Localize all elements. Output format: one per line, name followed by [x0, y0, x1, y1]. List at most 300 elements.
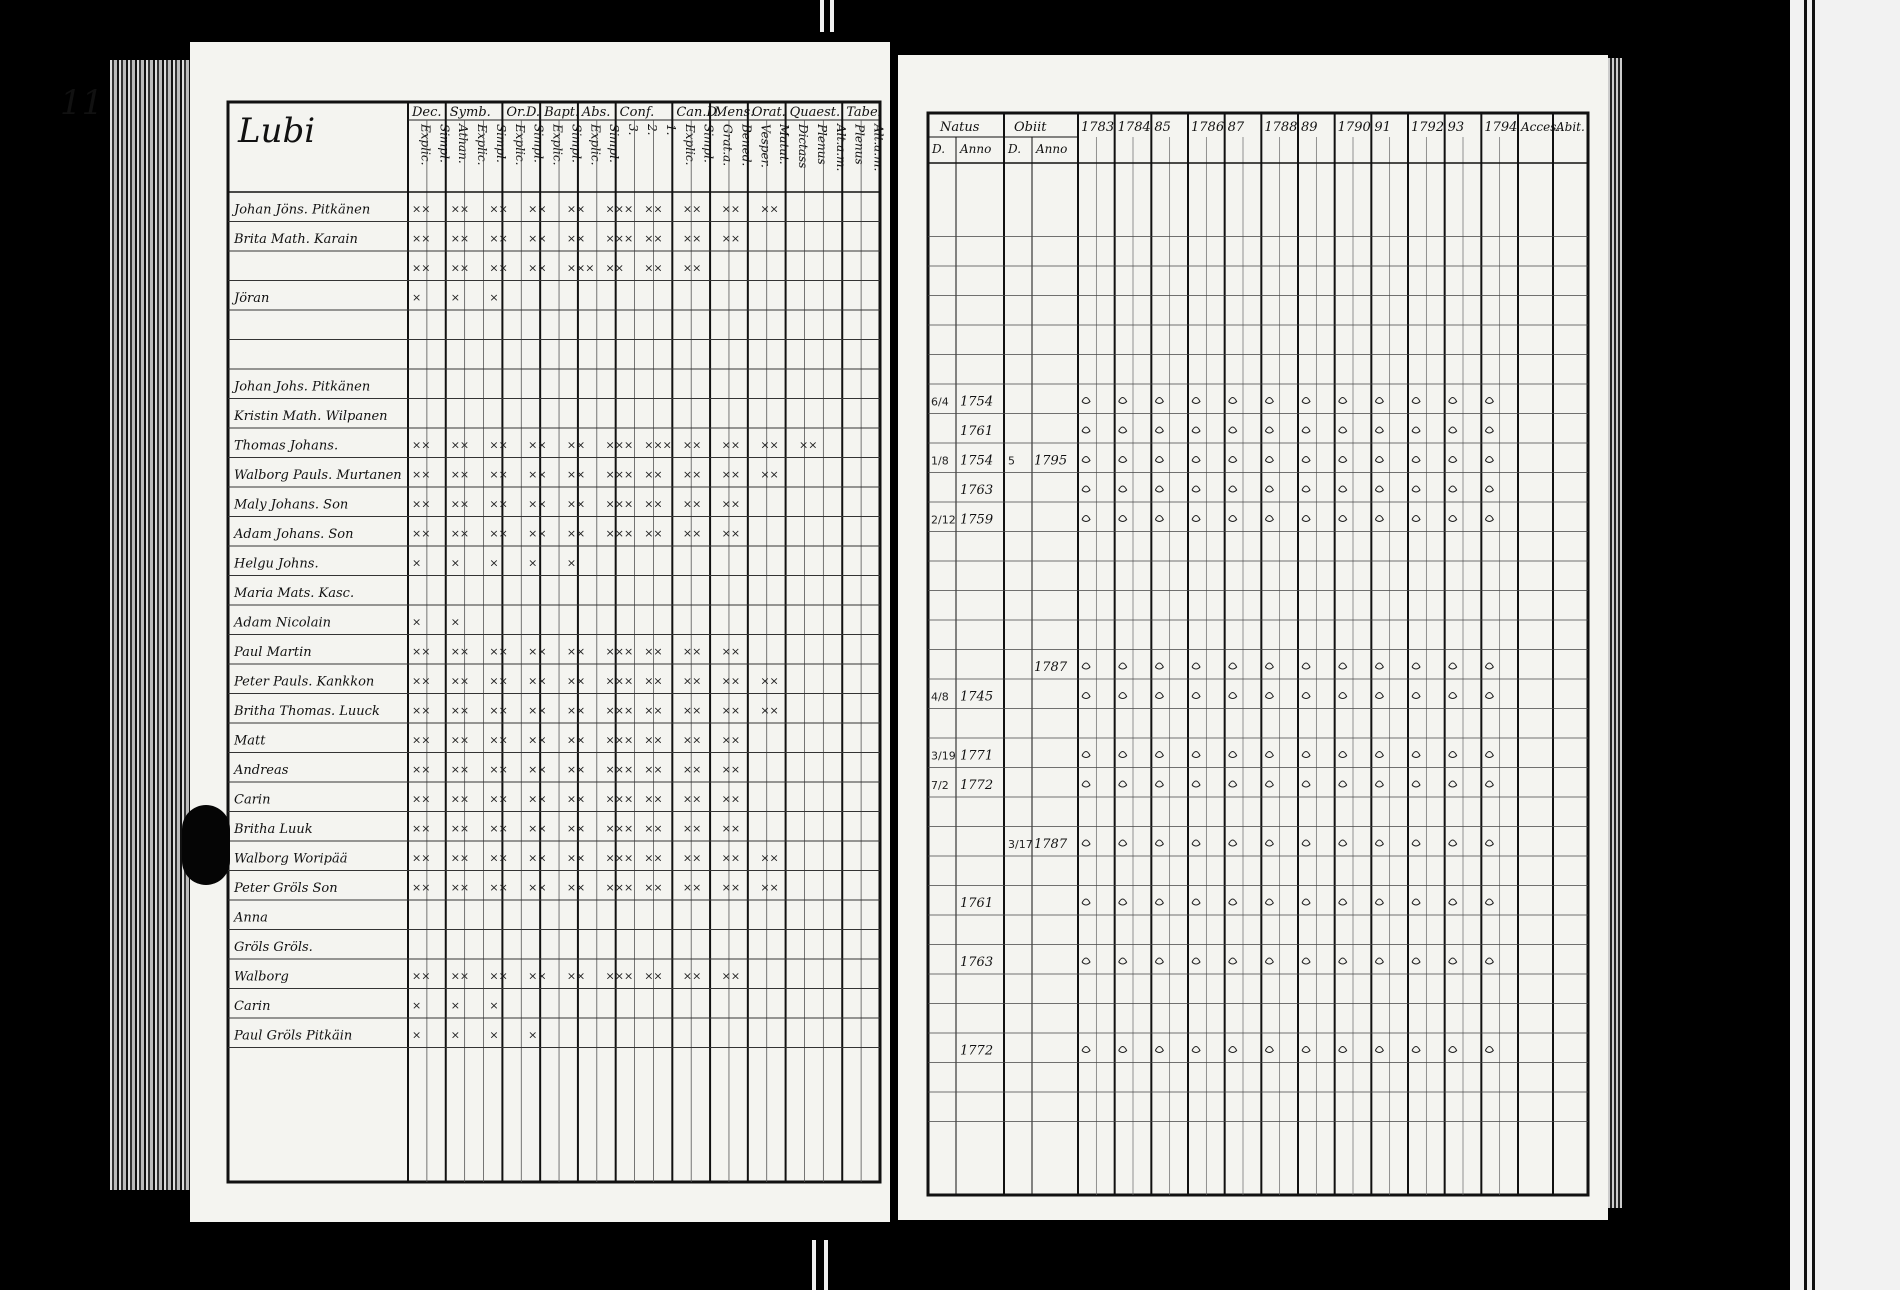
catechism-mark: ××	[412, 704, 431, 717]
year-header: 1783	[1081, 120, 1115, 135]
column-sub-label: 3.	[626, 124, 641, 136]
catechism-mark: ××	[605, 261, 624, 275]
attendance-mark	[1265, 398, 1273, 404]
catechism-mark: ×	[450, 999, 460, 1012]
person-name: Johan Johs. Pitkänen	[234, 379, 371, 395]
attendance-mark	[1302, 693, 1310, 699]
person-name: Thomas Johans.	[234, 438, 339, 454]
catechism-mark: ××	[412, 202, 431, 216]
person-name: Helgu Johns.	[234, 556, 319, 572]
catechism-mark: ×	[489, 1028, 499, 1042]
attendance-mark	[1265, 693, 1273, 699]
person-name: Matt	[234, 733, 266, 749]
attendance-mark	[1339, 840, 1347, 846]
catechism-mark: ×××	[605, 851, 634, 865]
attendance-mark	[1155, 398, 1163, 404]
catechism-mark: ××	[721, 527, 741, 540]
person-name: Adam Johans. Son	[234, 527, 354, 542]
catechism-mark: ××	[644, 674, 663, 688]
catechism-mark: ××	[450, 763, 470, 776]
attendance-mark	[1412, 899, 1420, 905]
catechism-mark: ××	[489, 202, 508, 216]
attendance-mark	[1119, 516, 1127, 522]
column-group-label: Conf.	[619, 105, 655, 120]
catechism-mark: ××	[450, 645, 470, 658]
catechism-mark: ××	[528, 468, 547, 481]
year-header: 1784	[1117, 120, 1151, 135]
attendance-mark	[1412, 958, 1420, 964]
catechism-mark: ××	[566, 792, 586, 806]
catechism-mark: ××	[450, 202, 470, 216]
catechism-mark: ××	[682, 468, 702, 481]
attendance-mark	[1449, 663, 1457, 669]
catechism-mark: ××	[566, 969, 586, 983]
attendance-mark	[1485, 398, 1493, 404]
attendance-mark	[1119, 1047, 1127, 1053]
attendance-mark	[1412, 781, 1420, 787]
birth-year: 1754	[960, 394, 994, 410]
attendance-mark	[1485, 663, 1493, 669]
attendance-mark	[1375, 840, 1383, 846]
attendance-mark	[1265, 781, 1273, 787]
attendance-mark	[1192, 752, 1200, 758]
catechism-mark: ×	[412, 556, 422, 570]
attendance-mark	[1302, 752, 1310, 758]
catechism-mark: ×××	[605, 792, 634, 806]
catechism-mark: ××	[489, 822, 508, 835]
catechism-mark: ××	[566, 822, 586, 835]
catechism-mark: ×	[412, 291, 422, 304]
column-sub-label: Alt.a.m.	[871, 124, 886, 172]
person-name: Anna	[234, 910, 268, 926]
column-group-label: Can.D.	[676, 105, 721, 120]
catechism-mark: ××	[682, 792, 702, 806]
catechism-mark: ××	[412, 261, 431, 275]
catechism-mark: ×××	[605, 202, 634, 216]
attendance-mark	[1302, 781, 1310, 787]
attendance-mark	[1192, 486, 1200, 492]
catechism-mark: ××	[528, 527, 547, 540]
attendance-mark	[1229, 693, 1237, 699]
attendance-mark	[1412, 693, 1420, 699]
catechism-mark: ××	[450, 497, 470, 511]
catechism-mark: ×	[489, 291, 499, 304]
birth-day: 1/8	[931, 454, 949, 468]
catechism-mark: ××	[721, 438, 741, 452]
catechism-mark: ××	[528, 202, 547, 216]
catechism-mark: ××	[450, 704, 470, 717]
catechism-mark: ××	[566, 527, 586, 540]
attendance-mark	[1192, 899, 1200, 905]
death-day: 3/17	[1008, 838, 1033, 851]
person-name: Peter Pauls. Kankkon	[234, 674, 375, 690]
catechism-mark: ××	[489, 792, 508, 806]
catechism-mark: ××	[566, 232, 586, 245]
attendance-mark	[1485, 958, 1493, 964]
column-sub-label: Explic.	[418, 124, 433, 166]
attendance-mark	[1485, 486, 1493, 492]
attendance-mark	[1375, 1047, 1383, 1053]
catechism-mark: ××	[721, 822, 741, 835]
attendance-mark	[1339, 958, 1347, 964]
year-header: 1794	[1484, 120, 1518, 135]
catechism-mark: ××	[644, 232, 663, 245]
catechism-mark: ×	[412, 1028, 422, 1042]
death-year: 1787	[1034, 660, 1068, 675]
catechism-mark: ××	[489, 704, 508, 717]
birth-day: 4/8	[931, 690, 949, 704]
attendance-mark	[1375, 899, 1383, 905]
birth-year: 1759	[960, 512, 994, 528]
catechism-mark: ××	[682, 202, 702, 216]
attendance-mark	[1082, 486, 1090, 492]
catechism-mark: ××	[644, 497, 663, 511]
attendance-mark	[1339, 1047, 1347, 1053]
attendance-mark	[1155, 516, 1163, 522]
attendance-mark	[1265, 899, 1273, 905]
attendance-mark	[1302, 516, 1310, 522]
catechism-mark: ×××	[605, 969, 634, 983]
attendance-mark	[1265, 427, 1273, 433]
attendance-mark	[1302, 398, 1310, 404]
catechism-mark: ××	[760, 704, 779, 717]
catechism-mark: ××	[489, 527, 508, 540]
attendance-mark	[1375, 663, 1383, 669]
person-name: Maly Johans. Son	[234, 497, 349, 513]
catechism-mark: ××	[450, 468, 470, 481]
person-name: Gröls Gröls.	[234, 940, 313, 955]
obiit-header: Obiit	[1014, 120, 1047, 135]
attendance-mark	[1375, 516, 1383, 522]
catechism-mark: ××	[528, 822, 547, 835]
catechism-mark: ××	[682, 881, 702, 894]
attendance-mark	[1229, 752, 1237, 758]
catechism-mark: ××	[450, 792, 470, 806]
catechism-mark: ××	[682, 969, 702, 983]
attendance-mark	[1265, 516, 1273, 522]
catechism-mark: ×××	[605, 645, 634, 658]
catechism-mark: ××	[528, 763, 547, 776]
catechism-mark: ×	[528, 556, 538, 570]
attendance-mark	[1082, 840, 1090, 846]
binding-thread-top	[820, 0, 824, 32]
attendance-mark	[1339, 663, 1347, 669]
book-clip	[182, 805, 230, 885]
column-sub-label: Simpl.	[437, 124, 452, 163]
attendance-mark	[1265, 958, 1273, 964]
attendance-mark	[1375, 457, 1383, 463]
catechism-mark: ××	[450, 438, 470, 452]
attendance-mark	[1449, 457, 1457, 463]
year-header: 1792	[1411, 120, 1445, 135]
village-heading: Lubi	[238, 111, 316, 151]
person-name: Peter Gröls Son	[234, 881, 338, 896]
right-register-page	[898, 55, 1608, 1220]
attendance-mark	[1265, 663, 1273, 669]
attendance-mark	[1229, 899, 1237, 905]
catechism-mark: ××	[412, 674, 431, 688]
column-group-label: Quaest.	[789, 105, 841, 120]
catechism-mark: ××	[412, 438, 431, 452]
catechism-mark: ××	[450, 232, 470, 245]
attendance-mark	[1229, 840, 1237, 846]
attendance-mark	[1485, 427, 1493, 433]
catechism-mark: ××	[644, 527, 663, 540]
attendance-mark	[1119, 752, 1127, 758]
catechism-mark: ××	[412, 822, 431, 835]
person-name: Britha Luuk	[234, 822, 313, 837]
date-sub-label: Anno	[1036, 142, 1068, 156]
catechism-mark: ××	[566, 497, 586, 511]
catechism-mark: ××	[528, 792, 547, 806]
attendance-mark	[1082, 693, 1090, 699]
attendance-mark	[1449, 781, 1457, 787]
attendance-mark	[1339, 781, 1347, 787]
catechism-mark: ××	[528, 969, 547, 983]
attendance-mark	[1302, 1047, 1310, 1053]
catechism-mark: ××	[760, 468, 779, 481]
catechism-mark: ××	[412, 527, 431, 540]
catechism-mark: ×	[450, 556, 460, 570]
column-sub-label: Explic.	[682, 124, 697, 166]
attendance-mark	[1229, 958, 1237, 964]
catechism-mark: ×××	[605, 674, 634, 688]
catechism-mark: ××	[450, 969, 470, 983]
page-number: 11	[60, 83, 104, 123]
birth-year: 1763	[960, 483, 994, 498]
catechism-mark: ××	[721, 851, 741, 865]
attendance-mark	[1155, 663, 1163, 669]
attendance-mark	[1265, 752, 1273, 758]
attendance-mark	[1229, 1047, 1237, 1053]
catechism-mark: ××	[721, 468, 741, 481]
column-sub-label: Bened.	[739, 124, 754, 167]
attendance-mark	[1375, 398, 1383, 404]
catechism-mark: ××	[721, 763, 741, 776]
catechism-mark: ××	[682, 851, 702, 865]
catechism-mark: ××	[644, 822, 663, 835]
catechism-mark: ××	[489, 232, 508, 245]
catechism-mark: ××	[799, 438, 818, 452]
birth-year: 1761	[960, 424, 994, 439]
catechism-mark: ××	[644, 645, 663, 658]
date-sub-label: Anno	[960, 142, 992, 156]
person-name: Maria Mats. Kasc.	[234, 586, 355, 601]
column-group-label: Orat.	[751, 105, 786, 120]
person-name: Walborg Pauls. Murtanen	[234, 468, 402, 483]
attendance-mark	[1229, 457, 1237, 463]
column-sub-label: Plenus	[814, 124, 829, 165]
catechism-mark: ××	[412, 232, 431, 245]
catechism-mark: ××	[412, 792, 431, 806]
attendance-mark	[1449, 899, 1457, 905]
scanner-edge-strip	[1790, 0, 1900, 1290]
attendance-mark	[1302, 899, 1310, 905]
person-name: Paul Gröls Pitkäin	[234, 1028, 353, 1044]
person-name: Johan Jöns. Pitkänen	[234, 202, 371, 218]
birth-year: 1772	[960, 1043, 994, 1059]
column-sub-label: Simpl.	[607, 124, 622, 163]
catechism-mark: ××	[528, 438, 547, 452]
year-header: 91	[1374, 120, 1391, 135]
attendance-mark	[1412, 840, 1420, 846]
catechism-mark: ××	[489, 438, 508, 452]
catechism-mark: ××	[760, 438, 779, 452]
attendance-mark	[1412, 752, 1420, 758]
catechism-mark: ××	[528, 851, 547, 865]
year-header: 87	[1227, 120, 1245, 135]
attendance-mark	[1082, 457, 1090, 463]
catechism-mark: ××	[644, 763, 663, 776]
catechism-mark: ××	[412, 969, 431, 983]
catechism-mark: ××	[489, 733, 508, 747]
attendance-mark	[1155, 781, 1163, 787]
attendance-mark	[1229, 398, 1237, 404]
attendance-mark	[1449, 486, 1457, 492]
person-name: Kristin Math. Wilpanen	[234, 409, 388, 424]
catechism-mark: ××	[412, 468, 431, 481]
attendance-mark	[1155, 486, 1163, 492]
attendance-mark	[1375, 958, 1383, 964]
column-group-label: Symb.	[449, 105, 491, 120]
catechism-mark: ××	[412, 645, 431, 658]
attendance-mark	[1119, 899, 1127, 905]
catechism-mark: ××	[721, 969, 741, 983]
person-name: Paul Martin	[234, 645, 312, 660]
binding-thread-bottom	[812, 1240, 816, 1290]
attendance-mark	[1229, 486, 1237, 492]
catechism-mark: ×	[489, 999, 499, 1012]
catechism-mark: ××	[682, 733, 702, 747]
catechism-mark: ×	[566, 556, 577, 570]
attendance-mark	[1412, 1047, 1420, 1053]
attendance-mark	[1485, 781, 1493, 787]
catechism-mark: ××	[566, 763, 586, 776]
catechism-mark: ××	[566, 674, 586, 688]
attendance-mark	[1155, 693, 1163, 699]
catechism-mark: ××	[644, 881, 663, 894]
catechism-mark: ××	[644, 261, 663, 275]
column-group-label: Mens.	[714, 105, 755, 120]
column-sub-label: Simpl.	[531, 124, 546, 163]
attendance-mark	[1302, 958, 1310, 964]
attendance-mark	[1119, 663, 1127, 669]
catechism-mark: ××	[682, 763, 702, 776]
catechism-mark: ××	[566, 733, 586, 747]
catechism-mark: ××	[566, 704, 586, 717]
column-sub-label: Simpl.	[493, 124, 508, 163]
attendance-mark	[1339, 693, 1347, 699]
attendance-mark	[1339, 516, 1347, 522]
attendance-mark	[1485, 693, 1493, 699]
catechism-mark: ×	[412, 999, 422, 1012]
attendance-mark	[1449, 516, 1457, 522]
person-name: Brita Math. Karain	[234, 232, 358, 247]
catechism-mark: ××	[528, 645, 547, 658]
catechism-mark: ××	[682, 261, 702, 275]
date-sub-label: D.	[932, 142, 946, 156]
catechism-mark: ×××	[605, 438, 634, 452]
attendance-mark	[1082, 398, 1090, 404]
catechism-mark: ×××	[605, 733, 634, 747]
catechism-mark: ××	[682, 497, 702, 511]
year-header: 1786	[1191, 120, 1225, 135]
catechism-mark: ××	[528, 674, 547, 688]
attendance-mark	[1485, 516, 1493, 522]
date-sub-label: D.	[1008, 142, 1022, 156]
birth-day: 2/12	[931, 513, 956, 527]
attendance-mark	[1082, 427, 1090, 433]
attendance-mark	[1265, 840, 1273, 846]
catechism-mark: ××	[450, 881, 470, 894]
right-register-grid	[898, 55, 1608, 1220]
catechism-mark: ××	[760, 881, 779, 894]
catechism-mark: ××	[528, 232, 547, 245]
binding-thread-top	[830, 0, 834, 32]
column-sub-label: Matut.	[777, 124, 792, 165]
column-sub-label: Dictass	[796, 124, 811, 169]
catechism-mark: ××	[450, 733, 470, 747]
column-sub-label: 2.	[645, 124, 659, 136]
attendance-mark	[1412, 427, 1420, 433]
column-sub-label: Plenus	[852, 124, 867, 165]
catechism-mark: ××	[412, 851, 431, 865]
attendance-mark	[1412, 486, 1420, 492]
attendance-mark	[1339, 752, 1347, 758]
person-name: Jöran	[234, 291, 270, 306]
catechism-mark: ××	[528, 704, 547, 717]
person-name: Adam Nicolain	[234, 615, 331, 631]
column-sub-label: Grat.a.	[720, 124, 735, 167]
birth-day: 3/19	[931, 749, 956, 763]
attendance-mark	[1449, 752, 1457, 758]
column-sub-label: Explic.	[475, 124, 490, 166]
catechism-mark: ××	[450, 674, 470, 688]
attendance-mark	[1229, 427, 1237, 433]
catechism-mark: ×	[450, 1028, 460, 1042]
catechism-mark: ××	[721, 645, 741, 658]
birth-year: 1772	[960, 778, 994, 793]
attendance-mark	[1155, 899, 1163, 905]
catechism-mark: ××	[450, 851, 470, 865]
attendance-mark	[1119, 840, 1127, 846]
catechism-mark: ××	[450, 261, 470, 275]
catechism-mark: ××	[644, 202, 663, 216]
catechism-mark: ××	[644, 969, 663, 983]
catechism-mark: ××	[566, 645, 586, 658]
catechism-mark: ×××	[605, 468, 634, 481]
birth-year: 1771	[960, 748, 994, 764]
attendance-mark	[1302, 840, 1310, 846]
attendance-mark	[1155, 457, 1163, 463]
catechism-mark: ××	[566, 202, 586, 216]
column-group-label: Tabel	[846, 105, 882, 120]
catechism-mark: ××	[760, 851, 779, 865]
catechism-mark: ×	[489, 556, 499, 570]
death-day: 5	[1008, 454, 1015, 468]
catechism-mark: ××	[566, 881, 586, 894]
attendance-mark	[1192, 457, 1200, 463]
catechism-mark: ××	[644, 851, 663, 865]
catechism-mark: ×××	[605, 704, 634, 717]
attendance-mark	[1485, 899, 1493, 905]
catechism-mark: ×××	[605, 881, 634, 894]
death-year: 1787	[1034, 837, 1068, 852]
catechism-mark: ××	[682, 674, 702, 688]
catechism-mark: ×	[412, 615, 422, 629]
catechism-mark: ××	[644, 792, 663, 806]
catechism-mark: ××	[721, 704, 741, 717]
